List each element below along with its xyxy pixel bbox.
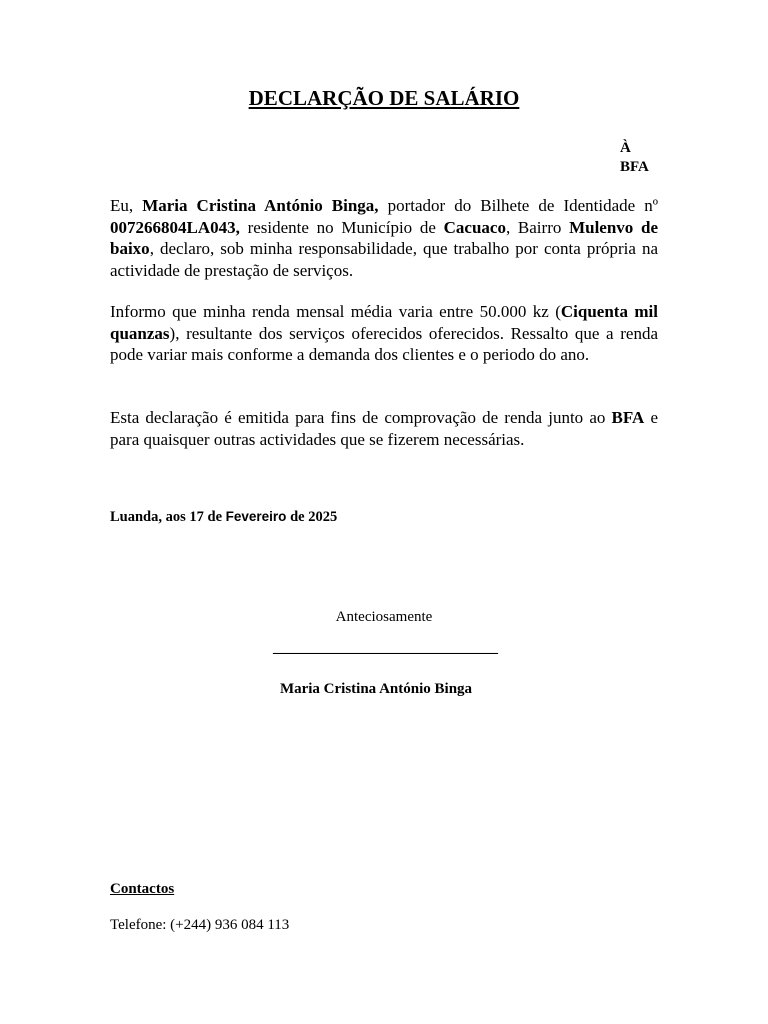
paragraph-identity	[110, 195, 658, 281]
paragraph-text: Esta declaração é emitida para fins de comprovação de renda junto ao	[110, 408, 612, 427]
paragraph-text: Eu,	[110, 196, 143, 215]
date-suffix: de 2025	[286, 509, 338, 525]
id-number: 007266804LA043,	[110, 217, 240, 237]
paragraph-text: , declaro, sob minha responsabilidade, que trabalho por conta própria na actividade de prestação de serviços.	[110, 239, 658, 280]
paragraph-text: ), resultante dos serviços oferecidos oferecidos. Ressalto que a renda pode variar mais conforme a demanda dos clientes e o periodo do ano.	[110, 323, 658, 364]
recipient-line-1: À	[620, 140, 631, 156]
document-title: DECLARÇÃO DE SALÁRIO	[248, 86, 520, 110]
closing-salutation: Anteciosamente	[335, 609, 433, 625]
date-prefix: Luanda, aos 17 de	[110, 509, 226, 525]
signatory-name: Maria Cristina António Binga	[279, 681, 473, 697]
paragraph-text: Informo que minha renda mensal média varia entre 50.000 kz (	[110, 302, 561, 321]
recipient-block	[620, 139, 649, 177]
date-month: Fevereiro	[225, 509, 287, 524]
contacts-heading: Contactos	[110, 881, 175, 897]
paragraph-text: e para quaisquer outras actividades que se fizerem necessárias.	[110, 408, 659, 449]
paragraph-income	[110, 301, 658, 366]
declarant-name: Maria Cristina António Binga,	[142, 196, 379, 215]
paragraph-text: portador do Bilhete de Identidade nº	[378, 196, 659, 215]
date-line	[110, 509, 337, 526]
paragraph-purpose	[110, 407, 658, 450]
bank-name: BFA	[611, 408, 645, 427]
phone-number: Telefone: (+244) 936 084 113	[110, 917, 290, 933]
neighborhood: Mulenvo de baixo	[110, 217, 658, 258]
amount-in-words: Ciquenta mil quanzas	[110, 302, 658, 343]
recipient-line-2: BFA	[620, 159, 649, 175]
signature-line: ______________________________	[273, 640, 498, 656]
paragraph-text: residente no Município de	[239, 217, 444, 237]
paragraph-text: , Bairro	[505, 217, 570, 237]
municipality: Cacuaco	[443, 217, 506, 237]
